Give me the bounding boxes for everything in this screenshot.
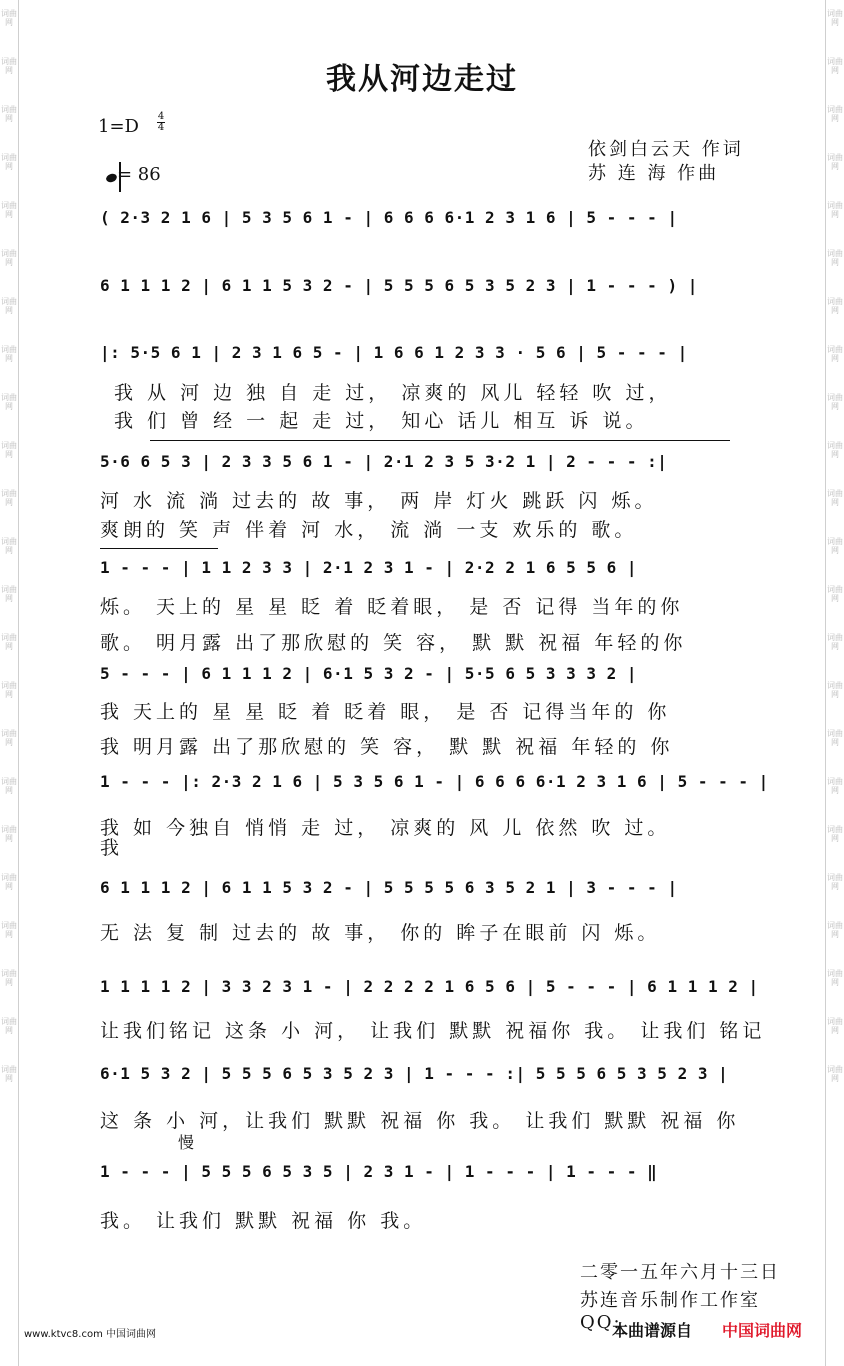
watermark-text: 词曲网	[827, 57, 843, 75]
watermark-text: 词曲网	[1, 489, 17, 507]
time-signature-top: 4	[157, 111, 165, 122]
watermark-text: 词曲网	[1, 9, 17, 27]
lyric-line-4: 爽朗的 笑 声 伴着 河 水， 流 淌 一支 欢乐的 歌。	[100, 519, 638, 541]
watermark-text: 词曲网	[827, 873, 843, 891]
lyric-line-6: 歌。 明月露 出了那欣慰的 笑 容， 默 默 祝福 年轻的你	[100, 632, 687, 654]
lyric-line-13: 这 条 小 河，让我们 默默 祝福 你 我。 让我们 默默 祝福 你	[100, 1110, 740, 1132]
lyric-line-1: 我 从 河 边 独 自 走 过， 凉爽的 风儿 轻轻 吹 过，	[114, 382, 672, 404]
tempo-value: = 86	[117, 164, 161, 185]
watermark-text: 词曲网	[1, 777, 17, 795]
watermark-text: 词曲网	[827, 1065, 843, 1083]
watermark-text: 词曲网	[1, 153, 17, 171]
watermark-text: 词曲网	[827, 729, 843, 747]
composer: 苏 连 海 作曲	[588, 163, 720, 184]
volta-bracket	[150, 440, 730, 441]
tempo-marking	[106, 164, 161, 185]
watermark-text: 词曲网	[1, 57, 17, 75]
song-title: 我从河边走过	[326, 62, 518, 97]
watermark-text: 词曲网	[827, 297, 843, 315]
lyric-line-8: 我 明月露 出了那欣慰的 笑 容， 默 默 祝福 年轻的 你	[100, 736, 674, 758]
time-signature	[157, 112, 165, 133]
music-line-5: 1 - - - | 1 1 2 3 3 | 2·1 2 3 1 - | 2·2 2 1 6 5 5 6 |	[100, 558, 638, 577]
volta-bracket-2	[100, 548, 218, 549]
key-signature: 1=D	[98, 116, 139, 137]
watermark-text: 词曲网	[827, 153, 843, 171]
lyric-line-3: 河 水 流 淌 过去的 故 事， 两 岸 灯火 跳跃 闪 烁。	[100, 490, 658, 512]
source-label: 本曲谱源自	[612, 1321, 693, 1340]
watermark-text: 词曲网	[1, 873, 17, 891]
watermark-text: 词曲网	[1, 681, 17, 699]
source-name: 中国词曲网	[722, 1321, 803, 1340]
watermark-text: 词曲网	[1, 921, 17, 939]
watermark-text: 词曲网	[827, 537, 843, 555]
footer-date: 二零一五年六月十三日	[580, 1262, 780, 1283]
watermark-text: 词曲网	[1, 105, 17, 123]
watermark-text: 词曲网	[827, 921, 843, 939]
watermark-text: 词曲网	[827, 825, 843, 843]
site-url: www.ktvc8.com 中国词曲网	[24, 1329, 157, 1340]
music-line-11: 1 - - - | 5 5 5 6 5 3 5 | 2 3 1 - | 1 - - - | 1 - - - ‖	[100, 1162, 658, 1181]
lyric-line-10: 我	[100, 837, 124, 859]
watermark-text: 词曲网	[827, 249, 843, 267]
music-line-9: 1 1 1 1 2 | 3 3 2 3 1 - | 2 2 2 2 1 6 5 6 | 5 - - - | 6 1 1 1 2 |	[100, 977, 759, 996]
watermark-text: 词曲网	[827, 105, 843, 123]
music-line-10: 6·1 5 3 2 | 5 5 5 6 5 3 5 2 3 | 1 - - - :| 5 5 5 6 5 3 5 2 3 |	[100, 1064, 729, 1083]
watermark-text: 词曲网	[1, 393, 17, 411]
left-watermark-strip	[0, 0, 19, 1366]
watermark-text: 词曲网	[1, 585, 17, 603]
music-line-3: |: 5·5 6 1 | 2 3 1 6 5 - | 1 6 6 1 2 3 3 · 5 6 | 5 - - - |	[100, 343, 688, 362]
lyric-line-2: 我 们 曾 经 一 起 走 过， 知心 话儿 相互 诉 说。	[114, 410, 649, 432]
music-line-7: 1 - - - |: 2·3 2 1 6 | 5 3 5 6 1 - | 6 6 6 6·1 2 3 1 6 | 5 - - - |	[100, 772, 769, 791]
music-line-6: 5 - - - | 6 1 1 1 2 | 6·1 5 3 2 - | 5·5 6 5 3 3 3 2 |	[100, 664, 638, 683]
watermark-text: 词曲网	[1, 825, 17, 843]
lyricist: 依剑白云天 作词	[588, 139, 744, 160]
lyric-line-9: 我 如 今独自 悄悄 走 过， 凉爽的 风 儿 依然 吹 过。	[100, 817, 671, 839]
lyric-line-12: 让我们铭记 这条 小 河， 让我们 默默 祝福你 我。 让我们 铭记	[100, 1020, 766, 1042]
watermark-text: 词曲网	[827, 489, 843, 507]
footer-qq: QQ:	[580, 1312, 622, 1333]
watermark-text: 词曲网	[1, 633, 17, 651]
time-signature-bottom: 4	[157, 122, 165, 133]
watermark-text: 词曲网	[827, 633, 843, 651]
watermark-text: 词曲网	[1, 537, 17, 555]
music-line-4: 5·6 6 5 3 | 2 3 3 5 6 1 - | 2·1 2 3 5 3·2 1 | 2 - - - :|	[100, 452, 668, 471]
watermark-text: 词曲网	[1, 249, 17, 267]
watermark-text: 词曲网	[1, 297, 17, 315]
watermark-text: 词曲网	[827, 345, 843, 363]
slow-marking: 慢	[178, 1133, 195, 1152]
lyric-line-11: 无 法 复 制 过去的 故 事， 你的 眸子在眼前 闪 烁。	[100, 922, 661, 944]
watermark-text: 词曲网	[827, 969, 843, 987]
right-watermark-strip	[825, 0, 844, 1366]
music-line-8: 6 1 1 1 2 | 6 1 1 5 3 2 - | 5 5 5 5 6 3 5 2 1 | 3 - - - |	[100, 878, 678, 897]
watermark-text: 词曲网	[827, 1017, 843, 1035]
lyric-line-5: 烁。 天上的 星 星 眨 着 眨着眼， 是 否 记得 当年的你	[100, 596, 684, 618]
watermark-text: 词曲网	[827, 585, 843, 603]
watermark-text: 词曲网	[1, 729, 17, 747]
credits	[588, 138, 744, 186]
watermark-text: 词曲网	[827, 201, 843, 219]
watermark-text: 词曲网	[827, 681, 843, 699]
watermark-text: 词曲网	[827, 9, 843, 27]
music-line-2: 6 1 1 1 2 | 6 1 1 5 3 2 - | 5 5 5 6 5 3 5 2 3 | 1 - - - ) |	[100, 276, 698, 295]
footer-studio: 苏连音乐制作工作室	[580, 1290, 760, 1311]
watermark-text: 词曲网	[1, 1065, 17, 1083]
watermark-text: 词曲网	[1, 1017, 17, 1035]
music-line-1: ( 2·3 2 1 6 | 5 3 5 6 1 - | 6 6 6 6·1 2 3 1 6 | 5 - - - |	[100, 208, 678, 227]
watermark-text: 词曲网	[827, 393, 843, 411]
watermark-text: 词曲网	[1, 441, 17, 459]
watermark-text: 词曲网	[1, 969, 17, 987]
lyric-line-14: 我。 让我们 默默 祝福 你 我。	[100, 1210, 427, 1232]
watermark-text: 词曲网	[827, 441, 843, 459]
watermark-text: 词曲网	[1, 345, 17, 363]
lyric-line-7: 我 天上的 星 星 眨 着 眨着 眼， 是 否 记得当年的 你	[100, 701, 671, 723]
watermark-text: 词曲网	[1, 201, 17, 219]
watermark-text: 词曲网	[827, 777, 843, 795]
